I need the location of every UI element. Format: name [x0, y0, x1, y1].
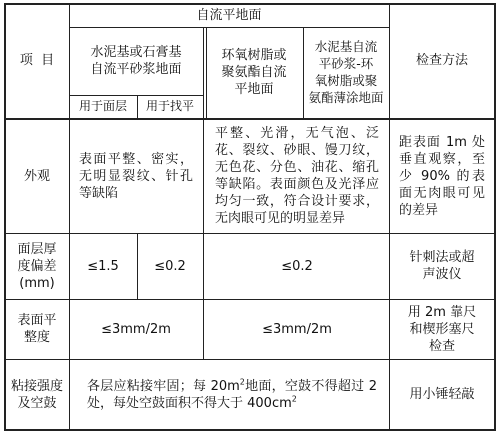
- rule-right: [494, 3, 496, 431]
- row-thickness-surface: ≤1.5: [87, 258, 119, 274]
- header-for-leveling: 用于找平: [145, 98, 194, 113]
- rule: [389, 3, 390, 429]
- rule: [69, 95, 203, 96]
- row-bonding-content: 各层应粘接牢固；每 $20m^2$地面，空鼓不得超过 2 处，每处空鼓面积不得大于 $400cm^2$: [87, 377, 382, 411]
- rule-bottom: [4, 429, 496, 431]
- rule-top: [4, 3, 496, 5]
- rule: [4, 359, 496, 360]
- row-appearance-mortar: 表面平整、密实，无明显裂纹、针孔等缺陷: [79, 151, 193, 201]
- rule: [69, 3, 70, 429]
- header-for-surface: 用于面层: [78, 98, 127, 113]
- rule: [4, 233, 496, 234]
- row-thickness-leveling: ≤0.2: [154, 258, 186, 274]
- rule: [203, 27, 204, 299]
- row-thickness-method: 针刺法或超 声波仪: [409, 250, 475, 282]
- row-flatness-method: 用 2m 靠尺 和楔形塞尺 检查: [407, 304, 477, 354]
- row-flatness-resin: ≤3mm/2m: [262, 321, 332, 337]
- row-flatness-mortar: ≤3mm/2m: [101, 321, 171, 337]
- rule: [203, 299, 204, 359]
- row-bonding-label: 粘接强度 及空鼓: [10, 378, 63, 411]
- rule: [4, 118, 496, 120]
- row-appearance-label: 外观: [23, 168, 50, 184]
- header-cement-epoxy: 水泥基自流 平砂浆-环 氧树脂或聚 氨酯薄涂地面: [308, 39, 384, 105]
- row-bonding-method: 用小锤轻敲: [409, 387, 475, 402]
- rule: [69, 27, 389, 28]
- header-item: 项 目: [19, 52, 55, 68]
- header-method: 检查方法: [415, 52, 468, 68]
- rule: [4, 299, 496, 300]
- rule: [206, 27, 207, 119]
- header-self-leveling: 自流平地面: [196, 7, 262, 23]
- row-appearance-method: 距表面 1m 处垂直观察，至少 90% 的表面无肉眼可见的差异: [399, 134, 485, 218]
- row-thickness-resin: ≤0.2: [281, 258, 313, 274]
- rule: [303, 27, 304, 119]
- rule-left: [4, 3, 6, 431]
- row-thickness-label: 面层厚 度偏差 (mm): [17, 241, 57, 291]
- row-appearance-resin: 平整、光滑，无气泡、泛花、裂纹、砂眼、馒刀纹，无色花、分色、油花、缩孔等缺陷。表面颜色及光泽应均匀一致，符合设计要求，无肉眼可见的明显差异: [215, 126, 379, 226]
- rule: [137, 95, 138, 118]
- header-cement-mortar: 水泥基或石膏基 自流平砂浆地面: [90, 45, 182, 77]
- rule: [137, 233, 138, 299]
- header-epoxy: 环氧树脂或 聚氨酯自流 平地面: [221, 47, 287, 97]
- row-flatness-label: 表面平 整度: [17, 313, 57, 345]
